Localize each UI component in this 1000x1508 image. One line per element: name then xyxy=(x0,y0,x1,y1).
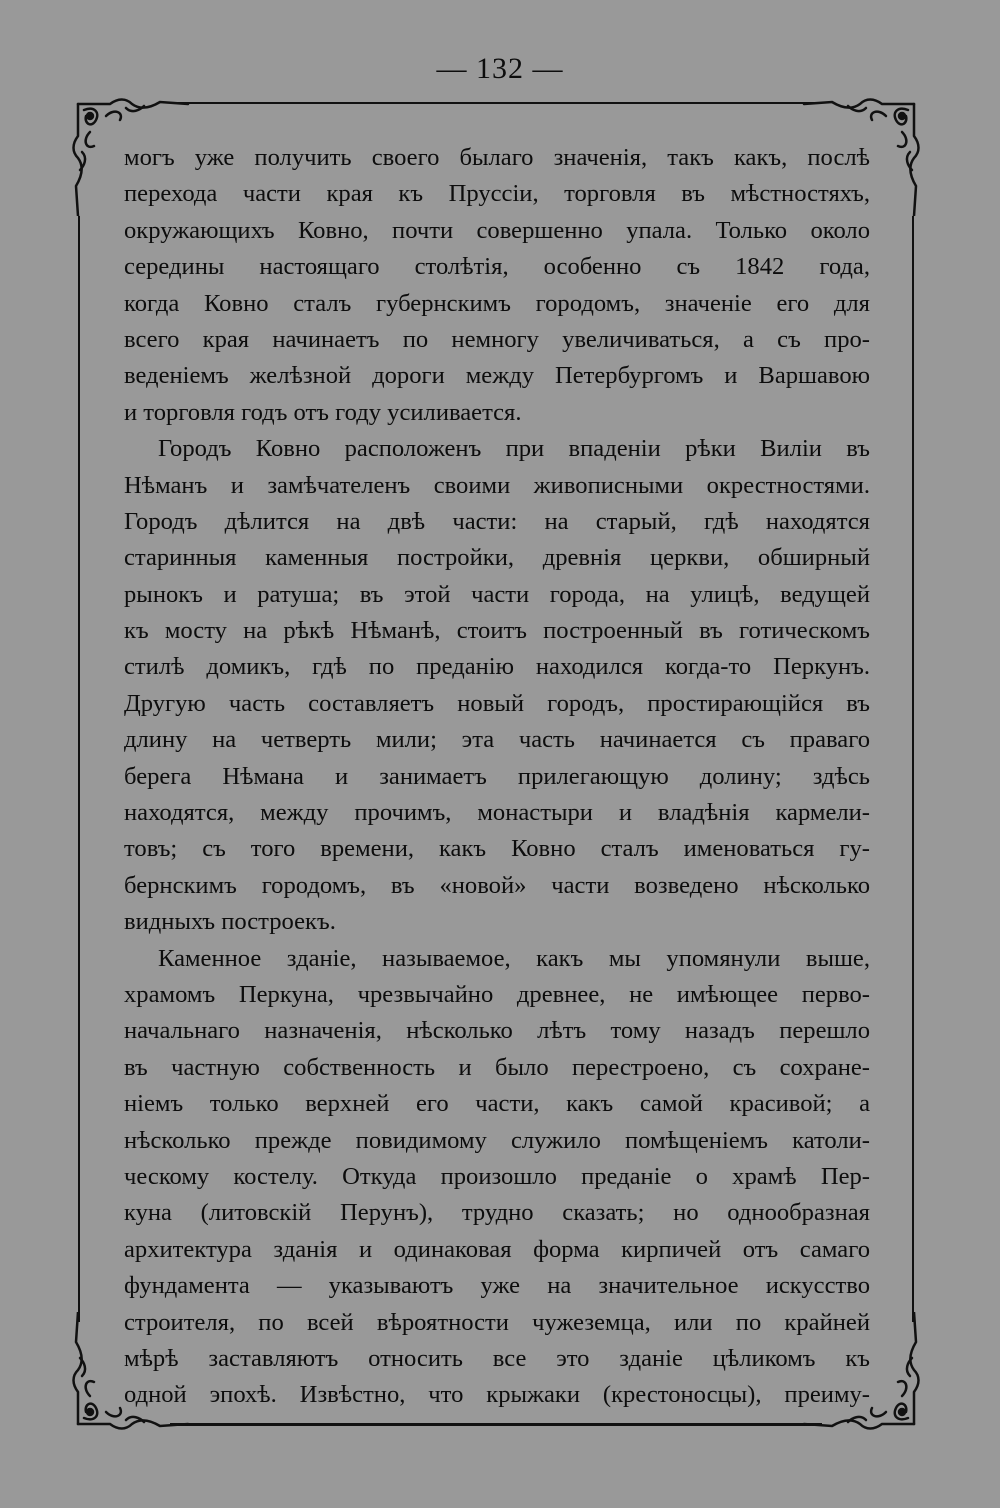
text-line: одной эпохѣ. Извѣстно, что крыжаки (крестоносцы), преиму- xyxy=(124,1381,870,1409)
text-line: Каменное зданіе, называемое, какъ мы упомянули выше, xyxy=(158,944,870,972)
text-line: старинныя каменныя постройки, древнія церкви, обширный xyxy=(124,544,870,572)
text-line: перехода части края къ Пруссіи, торговля въ мѣстностяхъ, xyxy=(124,180,870,208)
text-line: рынокъ и ратуша; въ этой части города, на улицѣ, ведущей xyxy=(124,580,870,608)
border-top-line xyxy=(170,102,822,104)
text-line: мѣрѣ заставляютъ относить все это зданіе цѣликомъ къ xyxy=(124,1344,870,1372)
text-line: фундамента — указываютъ уже на значительное искусство xyxy=(124,1272,870,1300)
text-line: въ частную собственность и было перестроено, съ сохране- xyxy=(124,1053,870,1081)
text-line: Другую часть составляетъ новый городъ, простирающійся въ xyxy=(124,689,870,717)
body-text xyxy=(124,140,870,1414)
text-line: могъ уже получить своего былаго значенія, такъ какъ, послѣ xyxy=(124,144,870,171)
text-line: середины настоящаго столѣтія, особенно съ 1842 года, xyxy=(124,253,870,281)
text-line: нѣсколько прежде повидимому служило помѣщеніемъ католи- xyxy=(124,1126,870,1154)
border-bottom-line xyxy=(170,1423,822,1426)
text-line: окружающихъ Ковно, почти совершенно упала. Только около xyxy=(124,216,870,244)
text-line: ніемъ только верхней его части, какъ самой красивой; а xyxy=(124,1090,870,1118)
text-line: къ мосту на рѣкѣ Нѣманѣ, стоитъ построенный въ готическомъ xyxy=(124,617,870,645)
text-line: ческому костелу. Откуда произошло преданіе о храмѣ Пер- xyxy=(124,1162,870,1190)
text-line: находятся, между прочимъ, монастыри и владѣнія кармели- xyxy=(124,799,870,827)
text-line: храмомъ Перкуна, чрезвычайно древнее, не имѣющее перво- xyxy=(124,980,870,1008)
text-line: архитектура зданія и одинаковая форма кирпичей отъ самаго xyxy=(124,1235,870,1263)
border-left-line xyxy=(78,216,80,1322)
text-line: строителя, по всей вѣроятности чужеземца, или по крайней xyxy=(124,1308,870,1336)
text-line: когда Ковно сталъ губернскимъ городомъ, значеніе его для xyxy=(124,289,870,317)
page-number: — 132 — xyxy=(436,52,564,85)
text-line: берега Нѣмана и занимаетъ прилегающую долину; здѣсь xyxy=(124,762,870,790)
text-line: всего края начинаетъ по немногу увеличиваться, а съ про- xyxy=(124,325,870,353)
text-line: длину на четверть мили; эта часть начинается съ праваго xyxy=(124,726,870,754)
text-line: Городъ Ковно расположенъ при впаденіи рѣки Виліи въ xyxy=(158,435,870,463)
text-line: бернскимъ городомъ, въ «новой» части возведено нѣсколько xyxy=(124,871,870,899)
text-line: начальнаго назначенія, нѣсколько лѣтъ тому назадъ перешло xyxy=(124,1017,870,1045)
text-line: Городъ дѣлится на двѣ части: на старый, гдѣ находятся xyxy=(124,507,870,535)
text-line: товъ; съ того времени, какъ Ковно сталъ именоваться гу- xyxy=(124,835,870,863)
text-line: и торговля годъ отъ году усиливается. xyxy=(124,398,522,426)
text-line: стилѣ домикъ, гдѣ по преданію находился когда-то Перкунъ. xyxy=(124,653,870,681)
border-right-line xyxy=(912,216,914,1322)
text-line: видныхъ построекъ. xyxy=(124,908,336,936)
text-line: веденіемъ желѣзной дороги между Петербургомъ и Варшавою xyxy=(124,362,870,390)
text-line: Нѣманъ и замѣчателенъ своими живописными окрестностями. xyxy=(124,471,870,499)
text-line: куна (литовскій Перунъ), трудно сказать; но однообразная xyxy=(124,1199,870,1227)
